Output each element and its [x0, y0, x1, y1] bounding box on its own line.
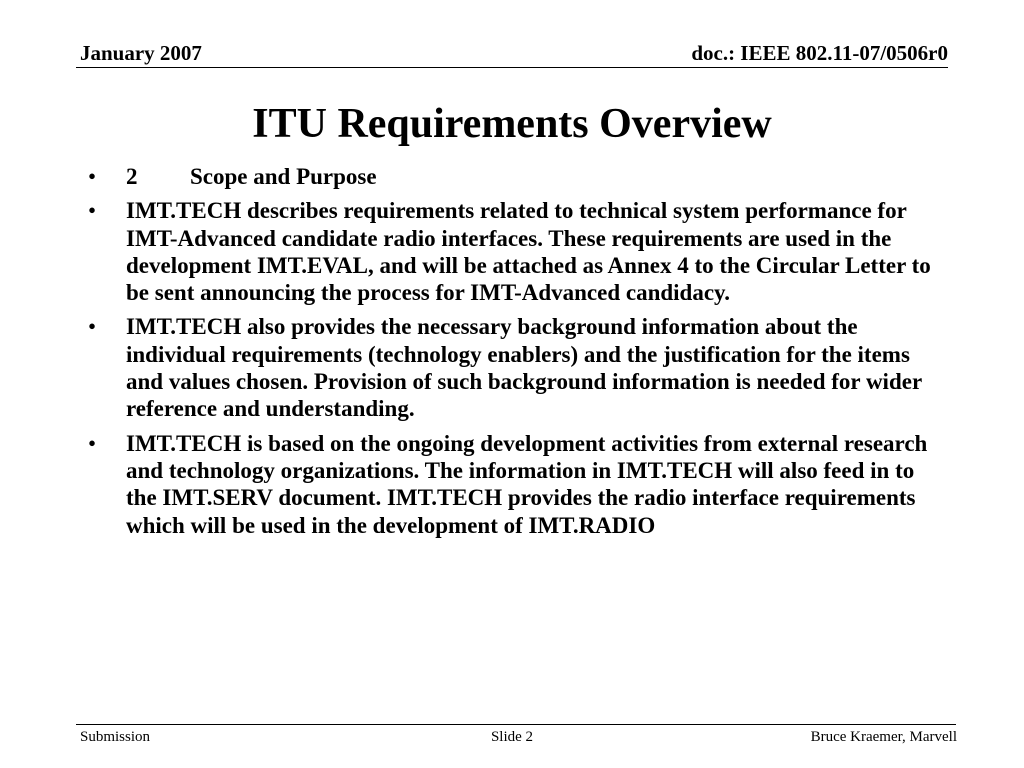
bullet-text: IMT.TECH is based on the ongoing development activities from external research and technology organizations. The information in IMT.TECH will also feed in to the IMT.SERV document. IMT.TECH provides the radio interface requirements which will be used in the development of IMT.RADIO — [126, 430, 928, 538]
bullet-glyph: • — [88, 314, 97, 340]
section-number: 2 — [126, 164, 138, 189]
footer-divider — [76, 724, 956, 725]
slide-title: ITU Requirements Overview — [252, 101, 772, 147]
bullet-list — [88, 163, 948, 546]
bullet-text: IMT.TECH describes requirements related to technical system performance for IMT-Advanced candidate radio interfaces. These requirements are used in the development IMT.EVAL, and will be attached as Annex 4 to the Circular Letter to be sent announcing the process for IMT-Advanced candidacy. — [126, 198, 931, 306]
bullet-item — [88, 197, 948, 306]
header-doc-id: doc.: IEEE 802.11-07/0506r0 — [691, 41, 948, 65]
bullet-item — [88, 430, 948, 539]
bullet-item — [88, 313, 948, 422]
header-date: January 2007 — [80, 41, 202, 65]
bullet-glyph: • — [88, 164, 97, 189]
footer-submission: Submission — [80, 729, 151, 745]
footer-slide-number: Slide 2 — [490, 729, 534, 745]
bullet-text: IMT.TECH also provides the necessary background information about the individual requirements (technology enablers) and the justification for the items and values chosen. Provision of such background information is needed for wider reference and understanding. — [126, 314, 922, 422]
bullet-glyph: • — [88, 430, 97, 456]
footer-author: Bruce Kraemer, Marvell — [810, 729, 957, 745]
bullet-item — [88, 163, 948, 190]
bullet-text: Scope and Purpose — [190, 164, 377, 189]
header-divider — [76, 67, 948, 68]
bullet-glyph: • — [88, 198, 97, 224]
